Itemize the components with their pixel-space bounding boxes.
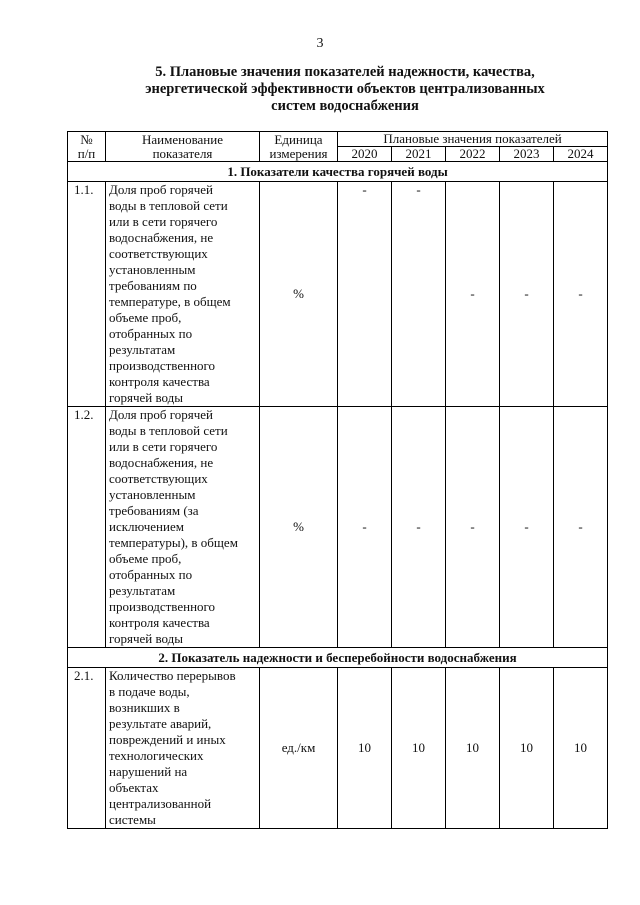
name-line: температуре, в общем: [109, 294, 231, 309]
name-line: горячей воды: [109, 631, 184, 646]
row-value-2023: 10: [500, 668, 554, 829]
name-line: водоснабжения, не: [109, 455, 214, 470]
row-value-2021: 10: [392, 668, 446, 829]
row-value-2022: -: [446, 182, 500, 407]
name-line: отобранных по: [109, 567, 193, 582]
group-header-row: [68, 162, 608, 182]
name-line: централизованной: [109, 796, 212, 811]
row-value-2024: -: [554, 182, 608, 407]
header-unit: [260, 132, 338, 162]
row-number: 2.1.: [68, 668, 106, 829]
name-line: требованиям (за: [109, 503, 199, 518]
name-line: повреждений и иных: [109, 732, 226, 747]
name-line: технологических: [109, 748, 204, 763]
name-line: исключением: [109, 519, 184, 534]
row-unit: ед./км: [260, 668, 338, 829]
row-value-2022: 10: [446, 668, 500, 829]
section-title-line-2: энергетической эффективности объектов централизованных: [145, 81, 545, 97]
row-value-2020: 10: [338, 668, 392, 829]
name-line: контроля качества: [109, 615, 210, 630]
row-value-2021: -: [392, 407, 446, 648]
header-number-line-1: №: [80, 131, 93, 147]
row-value-2020: -: [338, 407, 392, 648]
name-line: производственного: [109, 599, 216, 614]
table-row: [68, 407, 608, 648]
name-line: соответствующих: [109, 471, 208, 486]
table-row: [68, 182, 608, 407]
header-year: 2023: [500, 147, 554, 162]
name-line: контроля качества: [109, 374, 210, 389]
name-line: результатам: [109, 342, 176, 357]
row-indicator-name: [106, 182, 260, 407]
name-line: или в сети горячего: [109, 439, 218, 454]
header-number-line-2: п/п: [77, 145, 96, 161]
name-line: объеме проб,: [109, 551, 182, 566]
header-plan-title: Плановые значения показателей: [338, 132, 608, 147]
name-line: результатам: [109, 583, 176, 598]
header-year: 2024: [554, 147, 608, 162]
name-line: системы: [109, 812, 156, 827]
name-line: в подаче воды,: [109, 684, 190, 699]
header-unit-line-2: измерения: [269, 145, 328, 161]
name-line: требованиям по: [109, 278, 197, 293]
section-title-line-1: 5. Плановые значения показателей надежности, качества,: [155, 64, 535, 80]
name-line: температуры), в общем: [109, 535, 238, 550]
name-line: отобранных по: [109, 326, 193, 341]
name-line: установленным: [109, 262, 196, 277]
row-value-2024: -: [554, 407, 608, 648]
group-title: 1. Показатели качества горячей воды: [68, 162, 608, 182]
row-indicator-name: [106, 407, 260, 648]
name-line: установленным: [109, 487, 196, 502]
header-name-line-1: Наименование: [142, 131, 223, 147]
name-line: или в сети горячего: [109, 214, 218, 229]
name-line: соответствующих: [109, 246, 208, 261]
name-line: Доля проб горячей: [109, 182, 213, 197]
row-value-2023: -: [500, 407, 554, 648]
name-line: Доля проб горячей: [109, 407, 213, 422]
name-line: объеме проб,: [109, 310, 182, 325]
row-value-2023: -: [500, 182, 554, 407]
name-line: водоснабжения, не: [109, 230, 214, 245]
name-line: производственного: [109, 358, 216, 373]
table-row: [68, 668, 608, 829]
header-name-line-2: показателя: [152, 145, 213, 161]
name-line: горячей воды: [109, 390, 184, 405]
name-line: возникших в: [109, 700, 180, 715]
row-indicator-name: [106, 668, 260, 829]
row-value-2020: -: [338, 182, 392, 407]
name-line: воды в тепловой сети: [109, 198, 228, 213]
row-unit: %: [260, 407, 338, 648]
name-line: Количество перерывов: [109, 668, 236, 683]
name-line: нарушений на: [109, 764, 188, 779]
row-value-2022: -: [446, 407, 500, 648]
name-line: объектах: [109, 780, 159, 795]
row-number: 1.1.: [68, 182, 106, 407]
header-number: [68, 132, 106, 162]
row-unit: %: [260, 182, 338, 407]
header-unit-line-1: Единица: [274, 131, 323, 147]
group-header-row: [68, 648, 608, 668]
row-number: 1.2.: [68, 407, 106, 648]
group-title: 2. Показатель надежности и бесперебойности водоснабжения: [68, 648, 608, 668]
section-title: [110, 64, 580, 115]
name-line: воды в тепловой сети: [109, 423, 228, 438]
row-value-2021: -: [392, 182, 446, 407]
row-value-2024: 10: [554, 668, 608, 829]
name-line: результате аварий,: [109, 716, 212, 731]
header-year: 2022: [446, 147, 500, 162]
section-title-line-3: систем водоснабжения: [271, 98, 419, 114]
indicators-table: [67, 131, 608, 829]
page-number: 3: [316, 36, 324, 51]
header-year: 2020: [338, 147, 392, 162]
header-year: 2021: [392, 147, 446, 162]
header-name: [106, 132, 260, 162]
